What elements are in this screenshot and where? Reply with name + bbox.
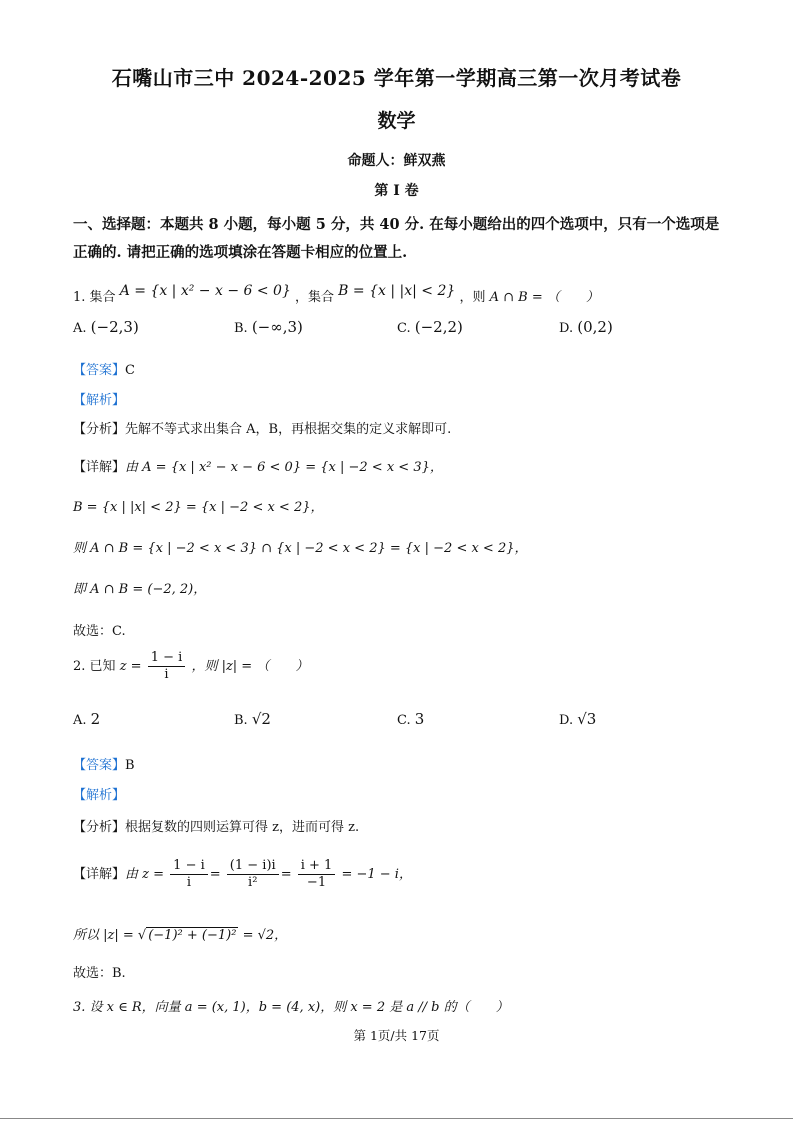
q2-s1-f3-num: i + 1 [298, 858, 336, 875]
q1-option-a [73, 318, 139, 336]
q2-fraction [148, 650, 186, 683]
q2-answer-tag: 【答案】 [73, 758, 126, 773]
bottom-rule [0, 1118, 793, 1119]
q1-option-d-value: (0,2) [577, 318, 613, 336]
q1-option-b [234, 318, 303, 336]
q1-step-2: B = {x | |x| < 2} = {x | −2 < x < 2}， [73, 500, 324, 515]
q2-step-1-frac-3 [298, 858, 336, 891]
q1-step-4: 即 A ∩ B = (−2, 2)， [73, 582, 207, 597]
q2-step-2-prefix: 所以 |z| = [73, 928, 134, 943]
q2-answer-value: B [125, 758, 135, 773]
q1-answer-tag: 【答案】 [73, 363, 126, 378]
q2-option-c-label: C. [397, 713, 411, 728]
q1-ask: A ∩ B = （ ） [489, 290, 599, 305]
q2-conclusion: 故选：B. [73, 966, 126, 981]
q1-analysis-tag [73, 389, 125, 408]
q1-fenxi [73, 418, 451, 437]
q2-frac-den: i [164, 667, 169, 682]
q2-s1-f2-num: (1 − i)i [227, 858, 279, 875]
q2-answer [73, 754, 135, 773]
q2-s1-f1-num: 1 − i [170, 858, 208, 875]
author-line: 命题人：鲜双燕 [347, 153, 446, 169]
question-3-stem: 3. 设 x ∈ R，向量 a = (x, 1)，b = (4, x)，则 x = 2 是 a // b 的（ ） [73, 1000, 509, 1015]
q2-step-1-frac-2 [227, 858, 279, 891]
q2-analysis-tag [73, 784, 125, 803]
q1-option-c-value: (−2,2) [414, 318, 463, 336]
q2-option-a [73, 710, 100, 728]
q2-step-1-prefix: 由 z = [125, 867, 165, 882]
q1-option-a-value: (−2,3) [90, 318, 139, 336]
q2-step-1: 【详解】由 z = $\frac{1 - i}{i}$ = $\frac{(1 - i)i}{\text{i²}}$ = $\frac{i + 1}{-1}$ = −1 − i， [73, 858, 412, 890]
question-2-stem [73, 650, 308, 683]
q1-then: ，则 [459, 290, 486, 305]
q1-set-a: A = {x | x² − x − 6 < 0} [119, 283, 291, 299]
q2-option-b [234, 710, 271, 728]
q2-sqrt-radicand: (−1)² + (−1)² [148, 928, 237, 943]
q1-set-b: B = {x | |x| < 2} [338, 283, 456, 299]
q1-analysis-label: 【解析】 [73, 393, 126, 408]
q2-s1-f2-den: i² [248, 875, 258, 890]
q2-z-eq: z = [119, 659, 142, 674]
q2-option-c-value: 3 [414, 710, 425, 728]
q1-answer-value: C [125, 363, 135, 378]
subject-title: 数学 [377, 110, 416, 132]
volume-heading: 第 I 卷 [374, 183, 419, 199]
q1-fenxi-text: 先解不等式求出集合 A，B，再根据交集的定义求解即可. [125, 422, 452, 437]
q2-s1-f3-den: −1 [306, 875, 327, 890]
q2-option-b-value: √2 [251, 710, 271, 728]
q1-option-b-label: B. [234, 321, 248, 336]
q1-fenxi-tag: 【分析】 [73, 422, 126, 437]
q2-option-c [397, 710, 424, 728]
q1-conclusion: 故选：C. [73, 624, 126, 639]
q2-prefix: 2. 已知 [73, 659, 116, 674]
q2-option-a-value: 2 [90, 710, 101, 728]
q2-option-d-value: √3 [577, 710, 597, 728]
q2-frac-num: 1 − i [148, 650, 186, 667]
q2-ask: ，则 |z| = （ ） [191, 659, 309, 674]
q1-option-b-value: (−∞,3) [251, 318, 303, 336]
q1-step-1 [73, 456, 443, 475]
q1-step-1-text: 由 A = {x | x² − x − 6 < 0} = {x | −2 < x < 3}， [125, 460, 443, 475]
q1-xiangjie-tag: 【详解】 [73, 460, 126, 475]
q2-option-a-label: A. [73, 713, 87, 728]
q2-fenxi [73, 816, 359, 835]
q2-s1-f1-den: i [186, 875, 192, 890]
q2-fenxi-text: 根据复数的四则运算可得 z，进而可得 z. [125, 820, 360, 835]
q2-sqrt: √ (−1)² + (−1)² [137, 928, 237, 943]
section-instruction: 一、选择题：本题共 8 小题，每小题 5 分，共 40 分. 在每小题给出的四个选项中，只有一个选项是正确的. 请把正确的选项填涂在答题卡相应的位置上. [73, 216, 720, 261]
q2-analysis-label: 【解析】 [73, 788, 126, 803]
q1-option-a-label: A. [73, 321, 87, 336]
question-1-stem [73, 283, 599, 305]
q1-option-d-label: D. [559, 321, 574, 336]
page-footer: 第 1页/共 17页 [353, 1028, 440, 1043]
q2-option-b-label: B. [234, 713, 248, 728]
q1-option-d [559, 318, 613, 336]
q1-step-3: 则 A ∩ B = {x | −2 < x < 3} ∩ {x | −2 < x < 2} = {x | −2 < x < 2}， [73, 541, 528, 556]
q2-xiangjie-tag: 【详解】 [73, 867, 126, 882]
q2-fenxi-tag: 【分析】 [73, 820, 126, 835]
q1-mid: ，集合 [295, 290, 335, 305]
q1-option-c [397, 318, 463, 336]
q2-option-d-label: D. [559, 713, 574, 728]
q1-option-c-label: C. [397, 321, 411, 336]
q1-answer [73, 359, 135, 378]
page-title: 石嘴山市三中 2024-2025 学年第一学期高三第一次月考试卷 [111, 66, 682, 90]
q2-step-2-tail: = √2， [242, 928, 288, 943]
q2-step-1-frac-1 [170, 858, 208, 891]
q1-prefix: 1. 集合 [73, 290, 116, 305]
q2-step-2 [73, 924, 287, 943]
q2-step-1-tail: = −1 − i， [341, 867, 412, 882]
q2-option-d [559, 710, 596, 728]
